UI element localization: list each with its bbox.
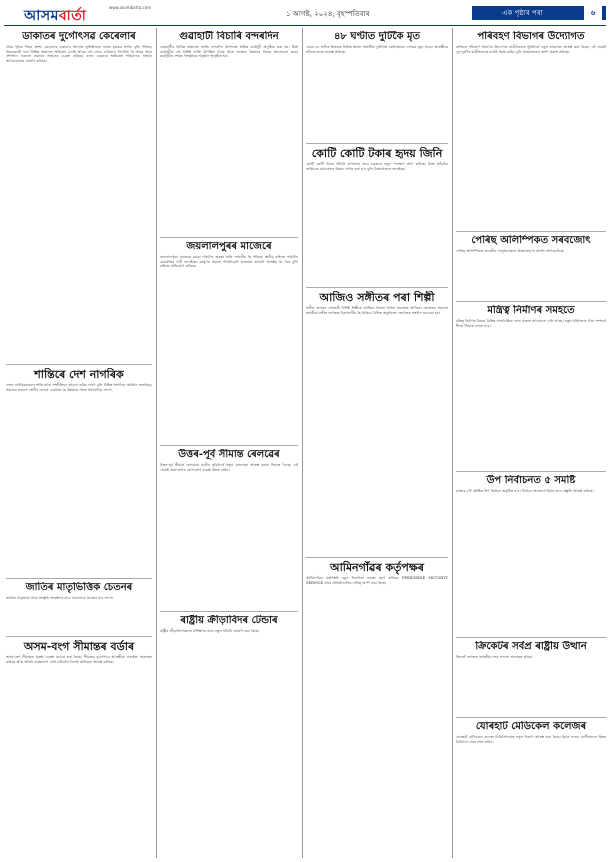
article-b1 — [160, 31, 298, 235]
headline: যোৰহাট মেডিকেল কলেজৰ — [475, 721, 587, 732]
article-body: ৰাজ্যিক পৰিবহণ বিভাগৰ উদ্যোগত যাত্ৰীসকলৰ সুবিধাৰ্থে নতুন বাছসেৱা আৰম্ভ কৰা হৈছে। এই সেৱাই দূৰ-দূৰণিৰ যাত্ৰীসকলক যথেষ্ট সহায় কৰিব বুলি বিষয়াসকলে আশা প্ৰকাশ কৰিছে। — [456, 45, 606, 54]
headline: আজিও সঙ্গীতৰ পৰা শিল্পী — [319, 291, 435, 304]
article-body: সঙ্গীত জগতৰ এগৰাকী বিশিষ্ট শিল্পীয়ে আজিও নিজৰ সাধনা অব্যাহত ৰাখিছে। তেখেতৰ অৱদান অসমীয়া সঙ্গীত জগতত চিৰস্মৰণীয় হৈ থাকিব। বিভিন্ন অনুষ্ঠানত তেখেতক সম্বৰ্ধনা জনোৱা হয়। — [306, 306, 448, 315]
article-body: জয়লালপুৰৰ মাজেৰে যোৱা পথটোৰ অৱস্থা অতি শোচনীয় হৈ পৰিছে। স্থানীয় ৰাইজে পথটোৰ মেৰামতিৰ দাবী জনাইছে। বৰষুণৰ সময়ত পথটোৱেদি যাতায়ত কৰাটো অসম্ভৱ হৈ পৰে বুলি ৰাইজে অভিযোগ কৰিছে। — [160, 255, 298, 269]
article-d2 — [456, 235, 606, 299]
article-body: যোৰহাট মেডিকেল কলেজ চিকিৎসালয়ত নতুন বিভাগ আৰম্ভ কৰা হৈছে। ইয়াৰ ফলত ৰোগীসকলে উন্নত চিকিৎসা সেৱা লাভ কৰিব। — [456, 735, 606, 744]
headline: গুৱাহাটী বিচাৰি বন্দৰদিন — [179, 31, 279, 42]
headline: অসম-বংগ সীমান্তৰ বৰ্ডাৰ — [23, 640, 135, 653]
article-body: প্ৰথম পৃষ্ঠাৰ পিছৰ অংশ। কেৰেলাৰ ওৱানাড জিলাত ভূমিস্খলনৰ ফলত মৃতকৰ সংখ্যা বৃদ্ধি পাইছে। উদ্ধাৰকাৰী দলে বিভিন্ন অঞ্চলত অভিযান চলাই আছে। বহু লোক এতিয়াও নিখোঁজ হৈ আছে আৰু প্ৰশাসনে সকলো প্ৰকাৰৰ সাহায্যৰ ব্যৱস্থা কৰিছে। ৰাজ্য চৰকাৰে ক্ষতিগ্ৰস্ত পৰিয়ালক সাহায্য আগবঢ়োৱাৰ ঘোষণা কৰিছে। — [6, 45, 152, 63]
page-number: ৬ — [584, 6, 602, 20]
article-c3 — [306, 291, 448, 555]
headline: উত্তৰ-পূৰ্ব সীমান্ত ৰেলৱেৰ — [178, 449, 280, 460]
separator — [160, 237, 298, 238]
article-d3 — [456, 305, 606, 469]
article-b4 — [160, 615, 298, 856]
separator — [456, 637, 606, 638]
section-label: এক পৃষ্ঠাৰ পৰা — [502, 9, 543, 17]
article-a4 — [6, 640, 152, 856]
headline: উপ নিৰ্বাচনত ৫ সমষ্টি — [486, 475, 576, 486]
article-d1 — [456, 31, 606, 229]
separator — [6, 636, 152, 637]
article-b3 — [160, 449, 298, 609]
article-c4 — [306, 561, 448, 856]
article-body: আমিনগাঁৱৰ কৰ্তৃপক্ষই নতুন নিৰাপত্তা ব্যৱস্থা গ্ৰহণ কৰিছে। PEREGRINE SECURITY SERVICE নামৰ প্ৰতিষ্ঠানটোক দায়িত্ব অৰ্পণ কৰা হৈছে। — [306, 576, 448, 585]
newspaper-logo: আসমবাৰ্তা — [24, 8, 87, 24]
column-divider — [156, 28, 157, 858]
article-body: কোটি কোটি টকাৰ আঁচনি ৰূপায়ণৰ বাবে চৰকাৰে নতুন পদক্ষেপ গ্ৰহণ কৰিছে। উক্ত আঁচনিৰ জৰিয়তে গ্ৰামাঞ্চলৰ উন্নয়ন সাধন কৰা হ'ব বুলি বিষয়াসকলে জনাইছে। — [306, 162, 448, 171]
article-c2 — [306, 147, 448, 285]
article-body: দেশৰ নাগৰিকসকলে শান্তি আৰু সম্প্ৰীতিৰে বসবাস কৰিব লাগে বুলি বিভিন্ন সংগঠনে আহ্বান জনাইছে। সমাজৰ সকলো শ্ৰেণীৰ লোকে একত্ৰিত হৈ উন্নয়নৰ পথত আগবাঢ়িব লাগে। — [6, 383, 152, 392]
separator — [306, 143, 448, 144]
headline: আমিনগাঁৱৰ কৰ্তৃপক্ষৰ — [329, 561, 425, 574]
separator — [456, 231, 606, 232]
article-body: ৰাষ্ট্ৰীয় ক্ৰীড়াবিদসকলৰ প্ৰশিক্ষণৰ বাবে নতুন আঁচনি ঘোষণা কৰা হৈছে। — [160, 629, 260, 633]
article-b2 — [160, 241, 298, 443]
separator — [456, 471, 606, 472]
separator — [160, 611, 298, 612]
article-body: গুৱাহাটীৰ বিভিন্ন অঞ্চলত আজি বন্দৰদিন উপলক্ষে বিভিন্ন কাৰ্যসূচী অনুষ্ঠিত কৰা হয়। উক্ত কাৰ্যসূচীত বহু বিশিষ্ট ব্যক্তি উপস্থিত থাকে আৰু সমাজৰ উন্নয়নৰ বিষয়ে আলোচনা কৰে। কাৰ্যসূচীৰ শেষত সাংস্কৃতিক অনুষ্ঠান অনুষ্ঠিত হয়। — [160, 45, 298, 59]
article-body: ৰাজ্যৰ ৫টা সমষ্টিত উপ নিৰ্বাচন অনুষ্ঠিত হ'ব। নিৰ্বাচন আয়োগে ইয়াৰ বাবে প্ৰস্তুতি আৰম্ভ কৰিছে। — [456, 489, 594, 493]
separator — [456, 717, 606, 718]
separator — [306, 557, 448, 558]
masthead-date: ১ আগষ্ট, ২০২৪, বৃহস্পতিবাৰ — [286, 10, 370, 18]
masthead-rule — [4, 25, 606, 26]
article-body: মন্ত্ৰিত্ব নিৰ্মাণৰ বিষয়ে বিভিন্ন ৰাজনৈতিক দলৰ মাজত আলোচনা চলি আছে। নতুন মন্ত্ৰিসভাৰ গঠন সম্পৰ্কে শীঘ্ৰে সিদ্ধান্ত লোৱা হ'ব। — [456, 319, 606, 328]
headline: শান্তিৰে দেশ নাগৰিক — [34, 368, 124, 381]
article-body: অসম-বংগ সীমান্তত সুৰক্ষা ব্যৱস্থা কঠোৰ কৰা হৈছে। সীমান্তৰ দুয়োপাৰে আৰক্ষীয়ে সতৰ্কতা অৱলম্বন কৰিছে আৰু অবৈধ কাৰ্যকলাপ ৰোধ কৰিবলৈ বিশেষ অভিযান আৰম্ভ কৰিছে। — [6, 655, 152, 664]
article-body: পেৰিছ অলিম্পিকত ভাৰতীয় খেলুৱৈসকলে উল্লেখযোগ্য প্ৰদৰ্শন আগবঢ়াইছে। — [456, 249, 565, 253]
separator — [306, 287, 448, 288]
article-body: জাতিৰ মাতৃভাষা আৰু সংস্কৃতি সংৰক্ষণৰ বাবে সকলোৱে সচেতন হ'ব লাগে। — [6, 596, 114, 600]
article-body: যোৱা ৪৮ ঘণ্টাৰ ভিতৰত বিভিন্ন স্থানত সংঘটিত দুৰ্ঘটনাত কেইবাজনো লোকৰ মৃত্যু হৈছে। আৰক্ষীয়ে ঘটনাৰ তদন্ত আৰম্ভ কৰিছে। — [306, 45, 448, 54]
headline: পেৰিছ অলিম্পিকত সৰবজোৎ — [471, 235, 591, 246]
headline: জয়লালপুৰৰ মাজেৰে — [186, 241, 272, 252]
article-a1 — [6, 31, 152, 361]
headline: মন্ত্ৰিত্ব নিৰ্মাণৰ সমহতে — [487, 305, 575, 316]
article-a2 — [6, 368, 152, 576]
section-banner — [472, 6, 606, 20]
headline: ক্ৰিকেটৰ সৰ্বপ্ৰ ৰাষ্ট্ৰীয় উত্থান — [475, 641, 587, 652]
headline: ৪৮ ঘণ্টাত দুটিকৈ মৃত — [333, 31, 421, 42]
column-divider — [302, 28, 303, 858]
article-a3 — [6, 582, 152, 634]
separator — [456, 301, 606, 302]
article-d6 — [456, 721, 606, 856]
separator — [160, 445, 298, 446]
headline: ডাকাতৰ দুৰ্গোৎসৱ কেৰেলাৰ — [22, 31, 136, 42]
separator — [6, 578, 152, 579]
article-body: ক্ৰিকেট জগতত ভাৰতীয় দলৰ সাফল্য অব্যাহত আছে। — [456, 655, 533, 659]
headline: ৰাষ্ট্ৰীয় ক্ৰীড়াবিদৰ টেন্ডাৰ — [180, 615, 278, 626]
article-d4 — [456, 475, 606, 635]
masthead-website: www.asombarta.com — [109, 5, 152, 10]
article-d5 — [456, 641, 606, 715]
separator — [6, 364, 152, 365]
column-divider — [452, 28, 453, 858]
article-c1 — [306, 31, 448, 141]
masthead — [4, 2, 606, 24]
headline: কোটি কোটি টকাৰ হৃদয় জিনি — [311, 147, 443, 160]
headline: পৰিবহণ বিভাগৰ উদ্যোগত — [477, 31, 585, 42]
headline: জাতিৰ মাতৃভিত্তিক চেতনৰ — [25, 582, 133, 593]
article-body: উত্তৰ-পূৰ্ব সীমান্ত ৰেলৱেয়ে যাত্ৰীৰ সুবিধাৰ্থে নতুন ৰেলসেৱা আৰম্ভ কৰাৰ সিদ্ধান্ত লৈছে। এই সেৱাই অঞ্চলটোৰ যোগাযোগ ব্যৱস্থা উন্নত কৰিব। — [160, 463, 298, 472]
